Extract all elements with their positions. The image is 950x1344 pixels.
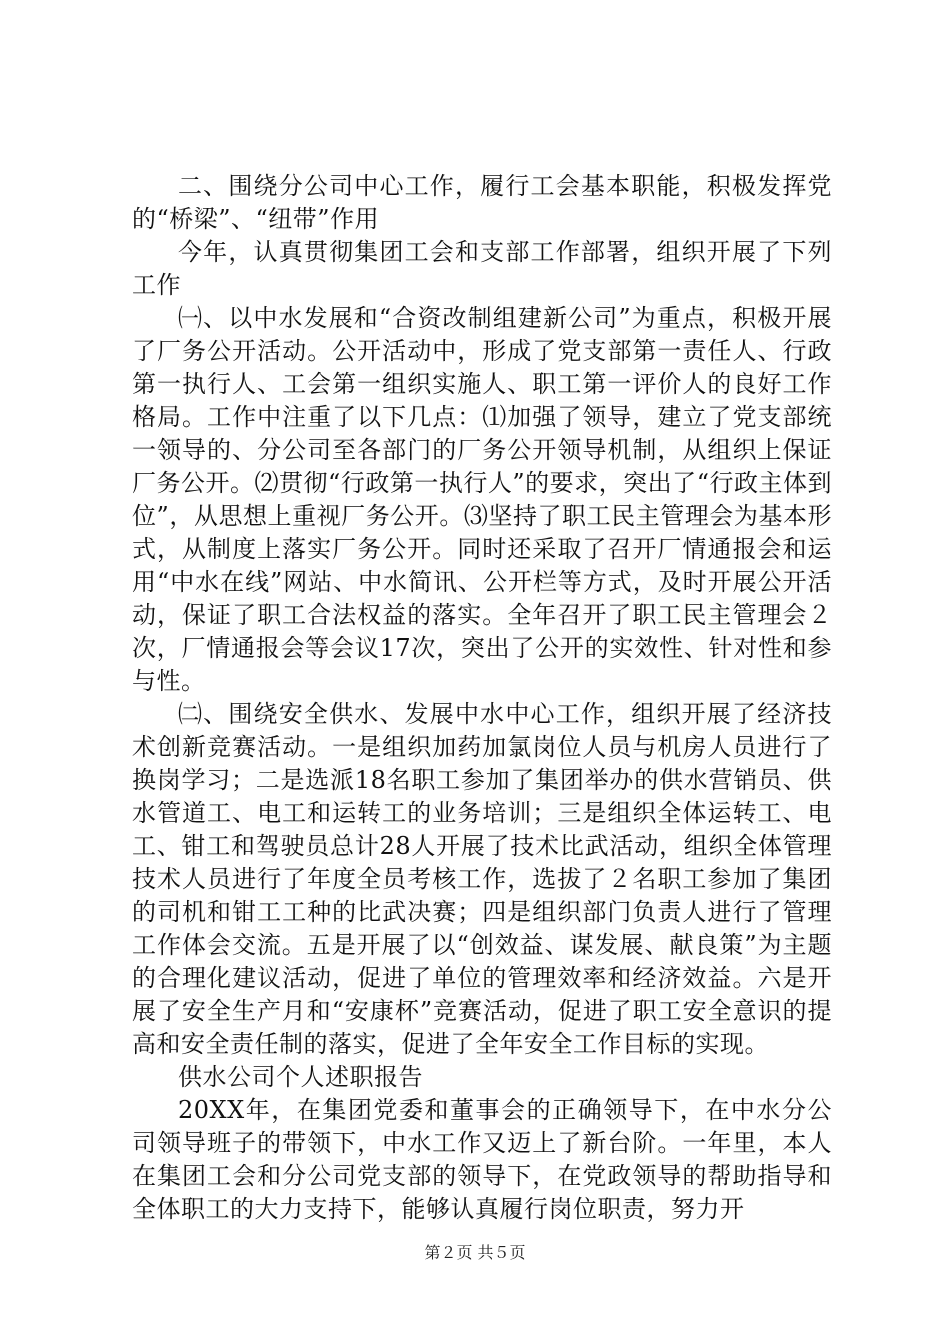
section-heading-paragraph: 二、围绕分公司中心工作，履行工会基本职能，积极发挥党的“桥梁”、“纽带”作用 [132,172,832,233]
document-body [132,170,832,1226]
intro-paragraph: 今年，认真贯彻集团工会和支部工作部署，组织开展了下列工作 [132,238,832,299]
item-one-paragraph: ㈠、以中水发展和“合资改制组建新公司”为重点，积极开展了厂务公开活动。公开活动中，形成了党支部第一责任人、行政第一执行人、工会第一组织实施人、职工第一评价人的良好工作格局。工作中注重了以下几点：⑴加强了领导，建立了党支部统一领导的、分公司至各部门的厂务公开领导机制，从组织上保证厂务公开。⑵贯彻“行政第一执行人”的要求，突出了“行政主体到位”，从思想上重视厂务公开。⑶坚持了职工民主管理会为基本形式，从制度上落实厂务公开。同时还采取了召开厂情通报会和运用“中水在线”网站、中水简讯、公开栏等方式，及时开展公开活动，保证了职工合法权益的落实。全年召开了职工民主管理会２次，厂情通报会等会议17次，突出了公开的实效性、针对性和参与性。 [132,304,832,695]
page-number-footer: 第２页 共５页 [424,1243,526,1262]
report-title-paragraph: 供水公司个人述职报告 [178,1063,423,1091]
report-opening-paragraph: 20XX年，在集团党委和董事会的正确领导下，在中水分公司领导班子的带领下，中水工作又迈上了新台阶。一年里，本人在集团工会和分公司党支部的领导下，在党政领导的帮助指导和全体职工的大力支持下，能够认真履行岗位职责，努力开 [132,1096,832,1223]
item-two-paragraph: ㈡、围绕安全供水、发展中水中心工作，组织开展了经济技术创新竞赛活动。一是组织加药加氯岗位人员与机房人员进行了换岗学习；二是选派18名职工参加了集团举办的供水营销员、供水管道工、电工和运转工的业务培训；三是组织全体运转工、电工、钳工和驾驶员总计28人开展了技术比武活动，组织全体管理技术人员进行了年度全员考核工作，选拔了２名职工参加了集团的司机和钳工工种的比武决赛；四是组织部门负责人进行了管理工作体会交流。五是开展了以“创效益、谋发展、献良策”为主题的合理化建议活动，促进了单位的管理效率和经济效益。六是开展了安全生产月和“安康杯”竞赛活动，促进了职工安全意识的提高和安全责任制的落实，促进了全年安全工作目标的实现。 [132,700,832,1058]
